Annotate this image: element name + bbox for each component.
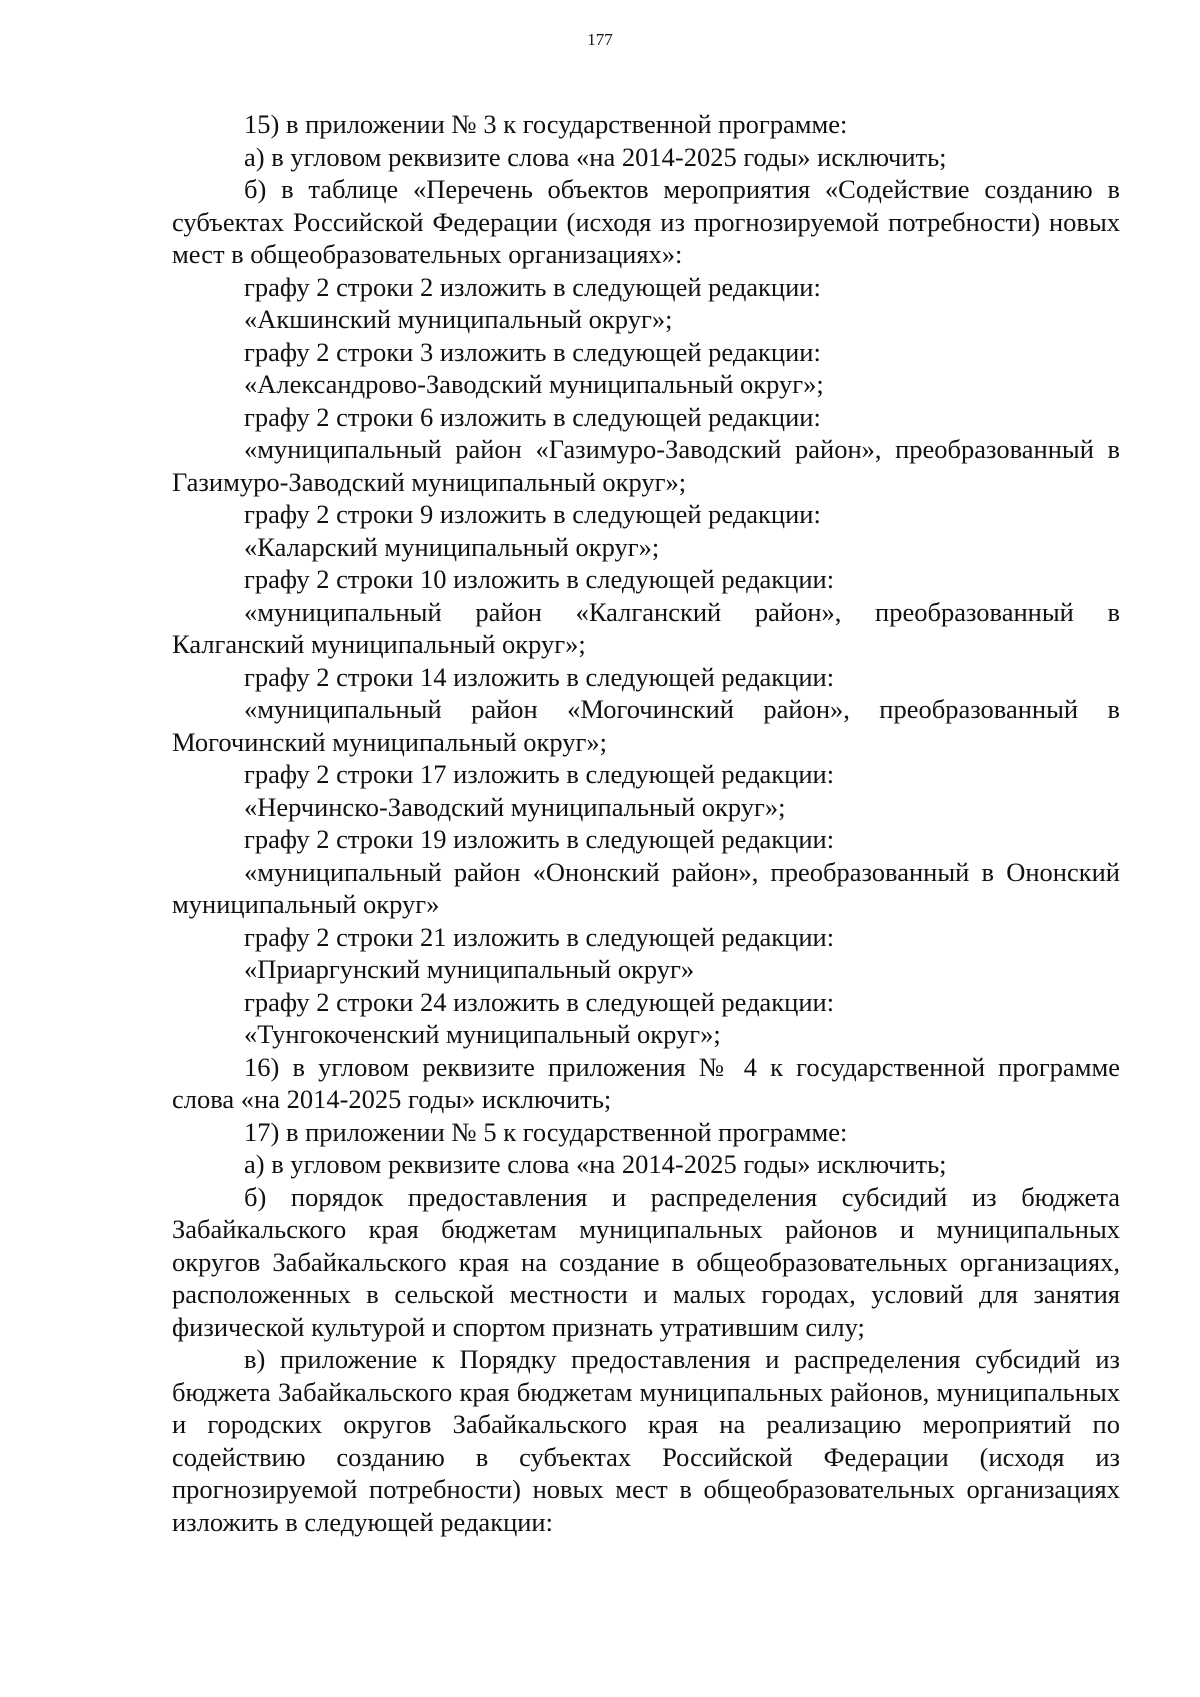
paragraph: «Акшинский муниципальный округ»; (244, 304, 673, 334)
paragraph: а) в угловом реквизите слова «на 2014-2025 годы» исключить; (244, 141, 947, 172)
paragraph: «муниципальный район «Могочинский район», преобразованный в Могочинский муниципальный округ»; (172, 694, 1120, 757)
paragraph: графу 2 строки 2 изложить в следующей редакции: (244, 271, 821, 302)
paragraph: графу 2 строки 19 изложить в следующей редакции: (244, 824, 835, 854)
page-number: 177 (587, 30, 613, 49)
paragraph: «муниципальный район «Ононский район», преобразованный в Ононский муниципальный округ» (172, 856, 1120, 919)
paragraph: графу 2 строки 9 изложить в следующей редакции: (244, 499, 821, 529)
paragraph: графу 2 строки 3 изложить в следующей редакции: (244, 336, 821, 367)
paragraph: 15) в приложении № 3 к государственной программе: (244, 109, 848, 139)
paragraph: графу 2 строки 10 изложить в следующей редакции: (244, 564, 835, 594)
paragraph: «Тунгокоченский муниципальный округ»; (244, 1019, 721, 1049)
paragraph: б) в таблице «Перечень объектов мероприятия «Содействие созданию в субъектах Российской Федерации (исходя из прогнозируемой потребности) новых мест в общеобразовательных организациях»: (172, 174, 1120, 269)
paragraph: графу 2 строки 14 изложить в следующей редакции: (244, 661, 835, 692)
paragraph: б) порядок предоставления и распределения субсидий из бюджета Забайкальского края бюджетам муниципальных районов и муниципальных округов Забайкальского края на создание в общеобразовательных организациях, расположенных в сельской местности и малых городах, условий для занятия физической культурой и спортом признать утратившим силу; (172, 1181, 1120, 1342)
paragraph: «муниципальный район «Газимуро-Заводский район», преобразованный в Газимуро-Заводский муниципальный округ»; (172, 434, 1120, 497)
paragraph: а) в угловом реквизите слова «на 2014-2025 годы» исключить; (244, 1149, 947, 1179)
paragraph: графу 2 строки 17 изложить в следующей редакции: (244, 759, 835, 789)
paragraph: графу 2 строки 24 изложить в следующей редакции: (244, 986, 835, 1017)
paragraph: 16) в угловом реквизите приложения № 4 к государственной программе слова «на 2014-2025 годы» исключить; (172, 1051, 1120, 1114)
paragraph: «Каларский муниципальный округ»; (244, 531, 660, 562)
paragraph: «Приаргунский муниципальный округ» (244, 954, 695, 984)
paragraph: графу 2 строки 21 изложить в следующей редакции: (244, 921, 835, 952)
paragraph: «муниципальный район «Калганский район», преобразованный в Калганский муниципальный округ»; (172, 596, 1120, 659)
document-body (172, 108, 1120, 1538)
paragraph: в) приложение к Порядку предоставления и распределения субсидий из бюджета Забайкальского края бюджетам муниципальных районов, муниципальных и городских округов Забайкальского края на реализацию мероприятий по содействию созданию в субъектах Российской Федерации (исходя из прогнозируемой потребности) новых мест в общеобразовательных организациях изложить в следующей редакции: (172, 1344, 1120, 1537)
paragraph: «Александрово-Заводский муниципальный округ»; (244, 369, 824, 399)
paragraph: 17) в приложении № 5 к государственной программе: (244, 1116, 848, 1147)
paragraph: графу 2 строки 6 изложить в следующей редакции: (244, 401, 821, 432)
paragraph: «Нерчинско-Заводский муниципальный округ»; (244, 791, 786, 822)
